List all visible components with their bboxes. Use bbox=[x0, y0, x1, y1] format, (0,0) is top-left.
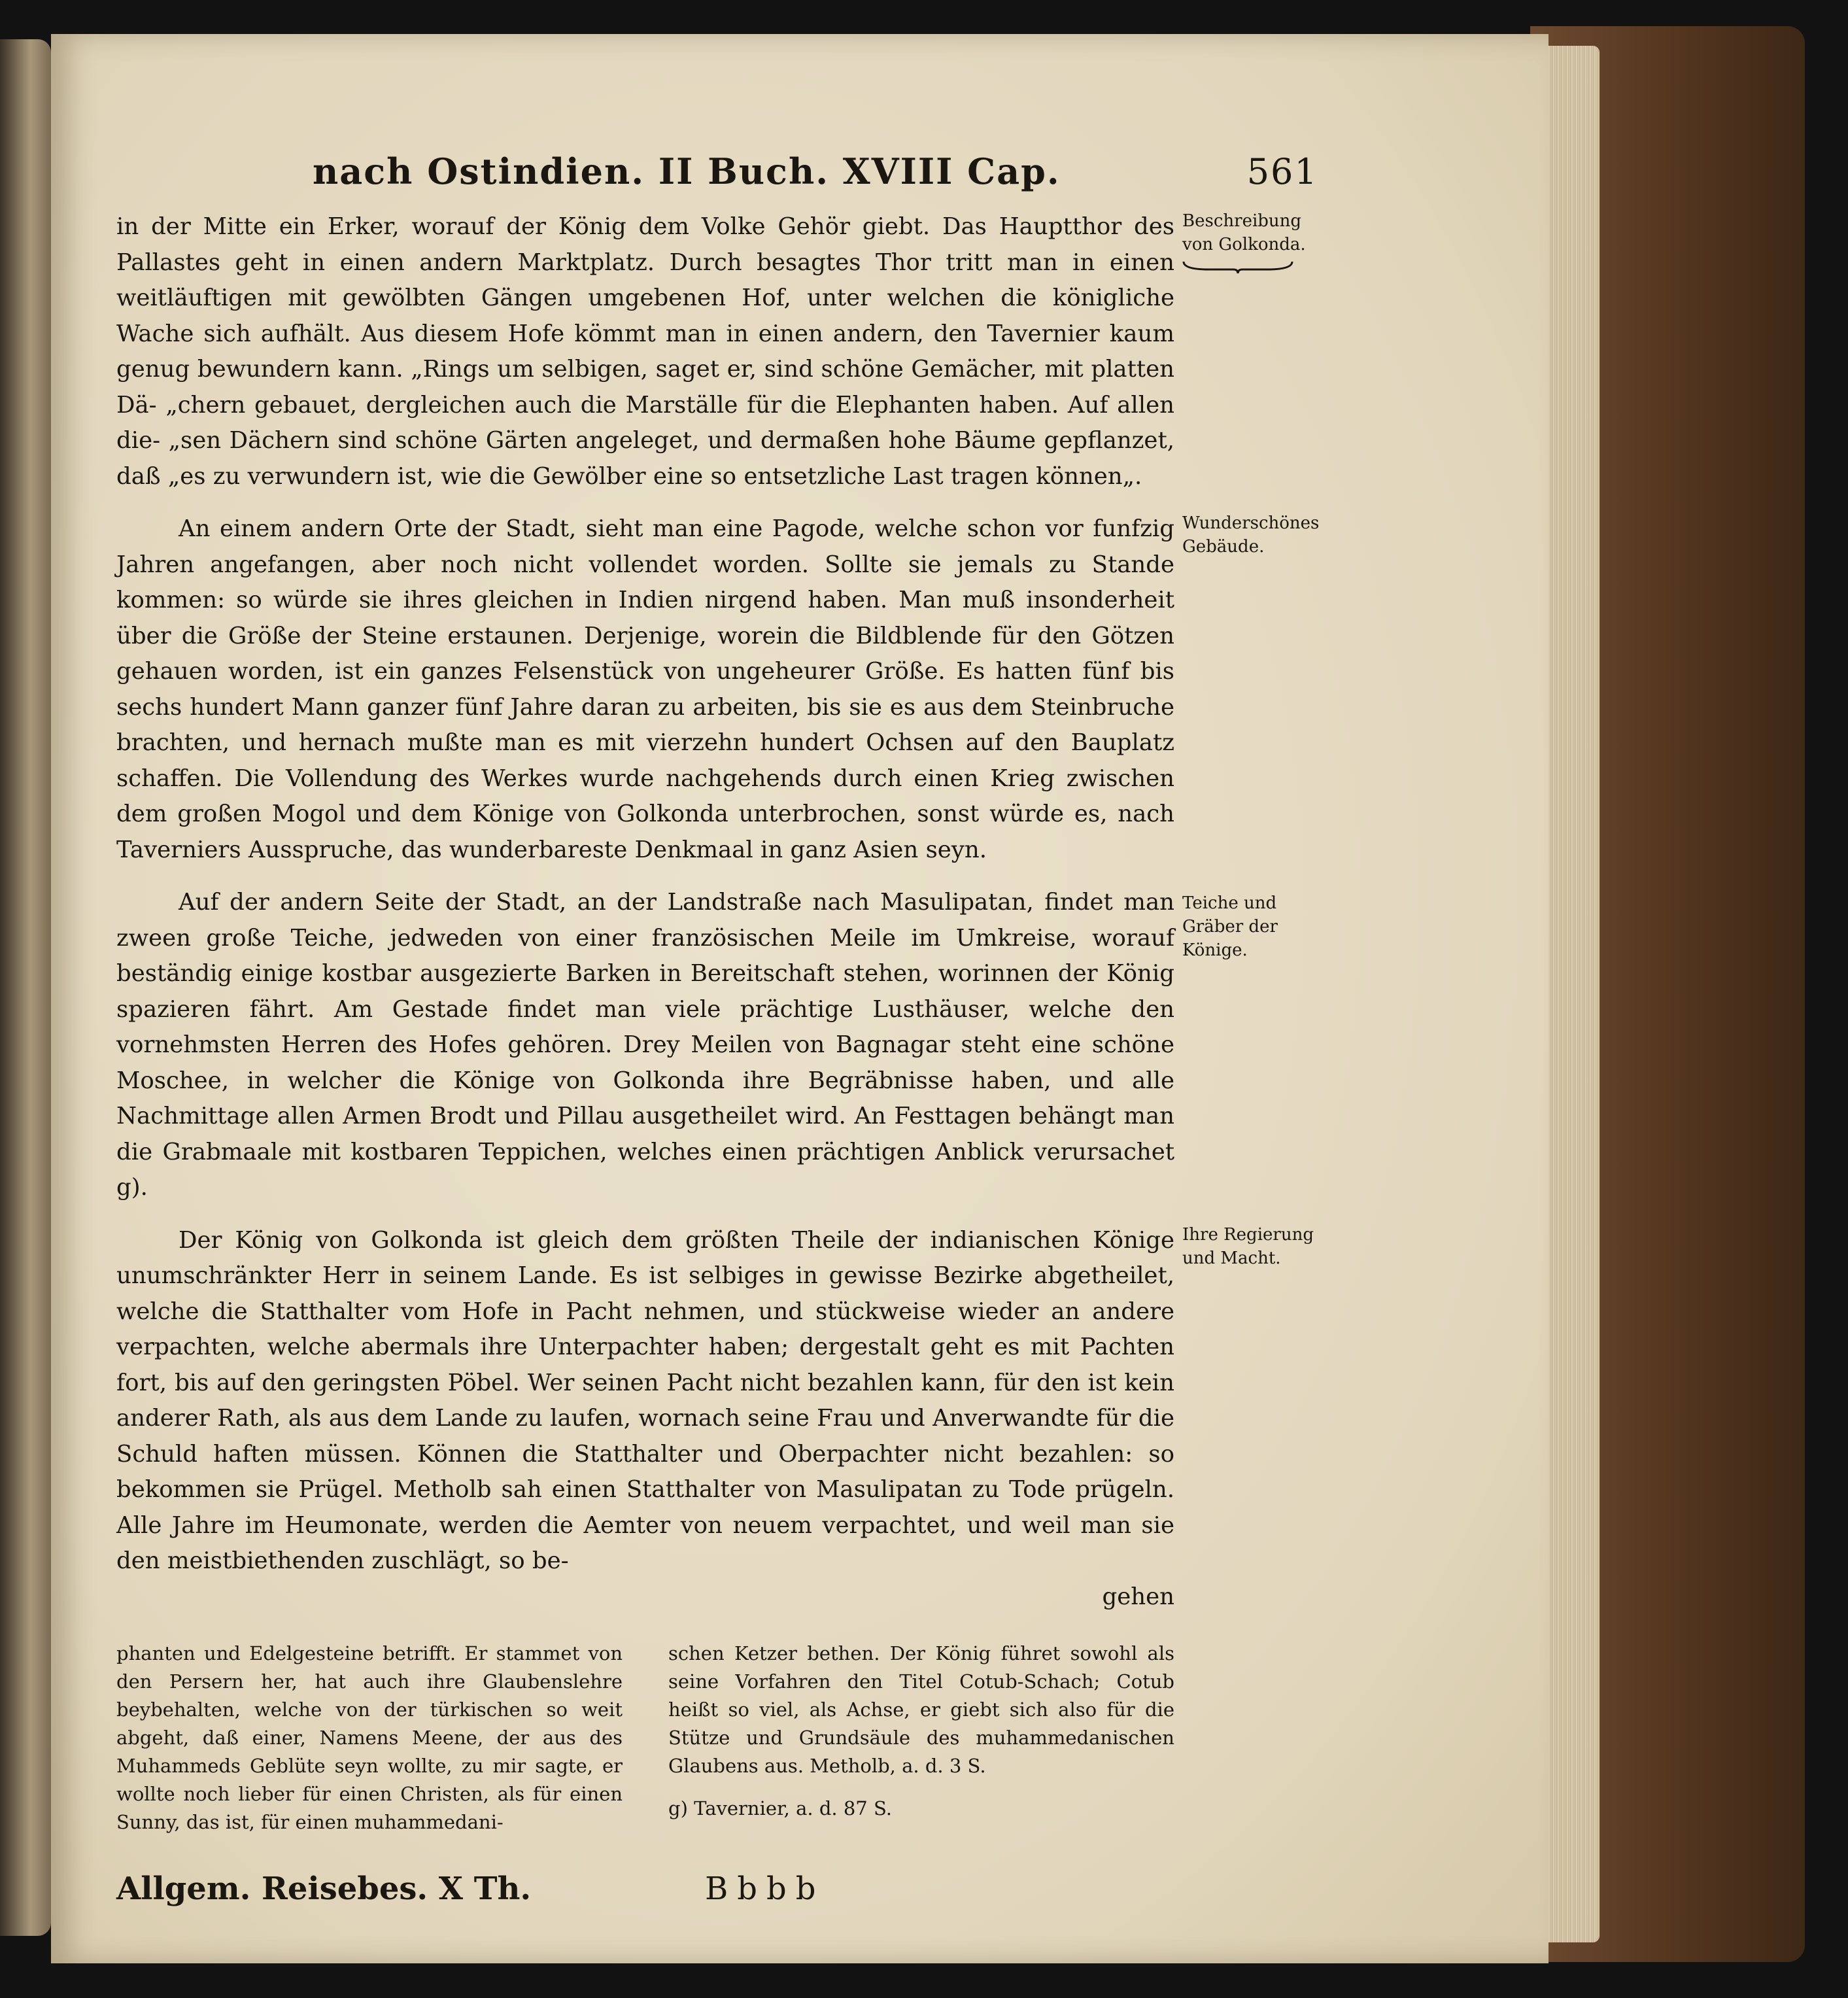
catchword: gehen bbox=[1102, 1583, 1174, 1610]
margin-note-3: Teiche und Gräber der Könige. bbox=[1182, 893, 1278, 960]
paragraph-3: Auf der andern Seite der Stadt, an der Landstraße nach Masulipatan, findet man zween große Teiche, jedweden von einer französischen Meile im Umkreise, worauf beständig einige kostbar ausgezierte Barken in Bereitschaft stehen, worinnen der König spazieren fährt. Am Gestade findet man viele prächtige Lusthäuser, welche den vornehmsten Herren des Hofes gehören. Drey Meilen von Bagnagar steht eine schöne Moschee, in welcher die Könige von Golkonda ihre Begräbnisse haben, und alle Nachmittage allen Armen Brodt und Pillau ausgetheilet wird. An Festtagen behängt man die Grabmaale mit kostbaren Teppichen, welches einen prächtigen Anblick verursachet g). bbox=[116, 889, 1174, 1201]
previous-page-edge bbox=[0, 39, 51, 1936]
page-content bbox=[116, 150, 1450, 1907]
paragraph-row-4 bbox=[116, 1223, 1450, 1579]
footnote-right-2: g) Tavernier, a. d. 87 S. bbox=[668, 1797, 893, 1819]
signature-mark: Bbbb bbox=[705, 1870, 825, 1907]
paragraph-row-2 bbox=[116, 511, 1450, 885]
paragraph-4: Der König von Golkonda ist gleich dem größten Theile der indianischen Könige unumschränkter Herr in seinem Lande. Es ist selbiges in gewisse Bezirke abgetheilet, welche die Statthalter vom Hofe in Pacht nehmen, und stückweise wieder an andere verpachten, welche abermals ihre Unterpachter haben; dergestalt geht es mit Pachten fort, bis auf den geringsten Pöbel. Wer seinen Pacht nicht bezahlen kann, für den ist kein anderer Rath, als aus dem Lande zu laufen, wornach seine Frau und Anverwandte für die Schuld haften müssen. Können die Statthalter und Oberpachter nicht bezahlen: so bekommen sie Prügel. Metholb sah einen Statthalter von Masulipatan zu Tode prügeln. Alle Jahre im Heumonate, werden die Aemter von neuem verpachtet, und weil man sie den meistbiethenden zuschlägt, so be- bbox=[116, 1226, 1174, 1574]
margin-note-4: Ihre Regierung und Macht. bbox=[1182, 1224, 1314, 1268]
signature-line bbox=[116, 1870, 1174, 1907]
footnote-left: phanten und Edelgesteine betrifft. Er stammet von den Persern her, hat auch ihre Glaubenslehre beybehalten, welche von der türkischen so weit abgeht, daß einer, Namens Meene, der aus des Muhammeds Geblüte seyn wollte, zu mir sagte, er wollte noch lieber für einen Christen, als für einen Sunny, das ist, für einen muhammedani- bbox=[116, 1642, 623, 1833]
paragraph-1: in der Mitte ein Erker, worauf der König dem Volke Gehör giebt. Das Hauptthor des Pallastes geht in einen andern Marktplatz. Durch besagtes Thor tritt man in einen weitläuftigen mit gewölbten Gängen umgebenen Hof, unter welchen die königliche Wache sich aufhält. Aus diesem Hofe kömmt man in einen andern, den Tavernier kaum genug bewundern kann. „Rings um selbigen, saget er, sind schöne Gemächer, mit platten Dä- „chern gebauet, dergleichen auch die Marställe für die Elephanten haben. Auf allen die- „sen Dächern sind schöne Gärten angeleget, und dermaßen hohe Bäume gepflanzet, daß „es zu verwundern ist, wie die Gewölber eine so entsetzliche Last tragen können„. bbox=[116, 213, 1174, 490]
running-head bbox=[116, 150, 1450, 209]
paragraph-row-3 bbox=[116, 885, 1450, 1223]
margin-note-2: Wunderschönes Gebäude. bbox=[1182, 513, 1320, 557]
footnotes bbox=[116, 1640, 1174, 1851]
page-number: 561 bbox=[1246, 151, 1318, 192]
running-head-title: nach Ostindien. II Buch. XVIII Cap. bbox=[313, 150, 1061, 192]
book-page bbox=[51, 34, 1549, 1963]
margin-note-1: Beschreibung von Golkonda. bbox=[1182, 211, 1306, 254]
series-title: Allgem. Reisebes. X Th. bbox=[116, 1870, 532, 1907]
brace-ornament bbox=[1182, 256, 1293, 273]
paragraph-2: An einem andern Orte der Stadt, sieht man eine Pagode, welche schon vor funfzig Jahren angefangen, aber noch nicht vollendet worden. Sollte sie jemals zu Stande kommen: so würde sie ihres gleichen in Indien nirgend haben. Man muß insonderheit über die Größe der Steine erstaunen. Derjenige, worein die Bildblende für den Götzen gehauen worden, ist ein ganzes Felsenstück von ungeheurer Größe. Es hatten fünf bis sechs hundert Mann ganzer fünf Jahre daran zu arbeiten, bis sie es aus dem Steinbruche brachten, und hernach mußte man es mit vierzehn hundert Ochsen auf den Bauplatz schaffen. Die Vollendung des Werkes wurde nachgehends durch einen Krieg zwischen dem großen Mogol und dem Könige von Golkonda unterbrochen, sonst würde es, nach Taverniers Ausspruche, das wunderbareste Denkmaal in ganz Asien seyn. bbox=[116, 515, 1174, 863]
footnote-right-1: schen Ketzer bethen. Der König führet sowohl als seine Vorfahren den Titel Cotub-Schach; Cotub heißt so viel, als Achse, er giebt sich also für die Stütze und Grundsäule des muhammedanischen Glaubens aus. Metholb, a. d. 3 S. bbox=[668, 1642, 1174, 1777]
paragraph-row-1 bbox=[116, 209, 1450, 511]
